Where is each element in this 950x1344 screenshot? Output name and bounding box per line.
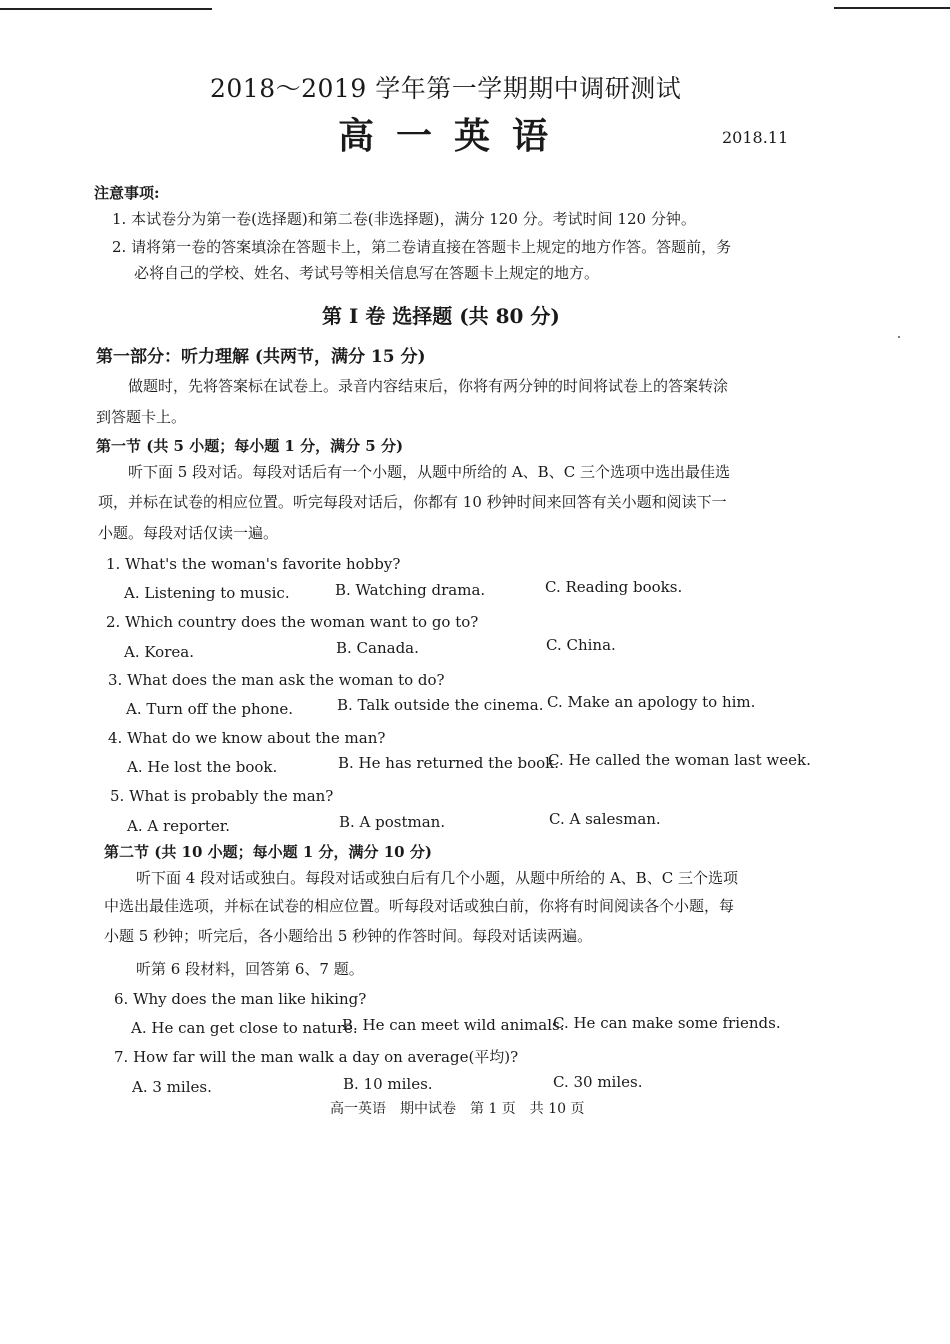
question-5: 5. What is probably the man?: [110, 787, 334, 805]
scan-edge-line-right: [834, 7, 950, 9]
question-6-option-c: C. He can make some friends.: [553, 1014, 781, 1032]
question-6-option-a: A. He can get close to nature.: [131, 1019, 358, 1037]
question-3: 3. What does the man ask the woman to do?: [108, 671, 445, 689]
question-1-option-b: B. Watching drama.: [335, 581, 486, 599]
question-5-option-c: C. A salesman.: [549, 810, 661, 828]
question-1-option-a: A. Listening to music.: [124, 584, 290, 602]
note-item-2: 2. 请将第一卷的答案填涂在答题卡上，第二卷请直接在答题卡上规定的地方作答。答题前，务: [112, 238, 732, 256]
question-3-option-b: B. Talk outside the cinema.: [337, 696, 544, 714]
question-5-option-a: A. A reporter.: [127, 817, 231, 835]
exam-date: 2018.11: [722, 128, 789, 147]
question-3-option-c: C. Make an apology to him.: [547, 693, 756, 711]
section1-intro-line-3: 小题。每段对话仅读一遍。: [98, 524, 279, 542]
question-7-option-c: C. 30 miles.: [553, 1073, 643, 1091]
scan-edge-line-left: [0, 8, 212, 10]
section2-intro-line-1: 听下面 4 段对话或独白。每段对话或独白后有几个小题，从题中所给的 A、B、C 三个选项: [136, 869, 738, 887]
exam-title: 2018～2019 学年第一学期期中调研测试: [210, 74, 682, 103]
part1-intro-line-1: 做题时，先将答案标在试卷上。录音内容结束后，你将有两分钟的时间将试卷上的答案转涂: [128, 377, 729, 395]
question-6: 6. Why does the man like hiking?: [114, 990, 367, 1008]
question-4-option-a: A. He lost the book.: [127, 758, 278, 776]
notes-heading: 注意事项:: [94, 184, 160, 202]
question-2-option-c: C. China.: [546, 636, 616, 654]
question-2-option-b: B. Canada.: [336, 639, 419, 657]
note-item-1: 1. 本试卷分为第一卷(选择题)和第二卷(非选择题)，满分 120 分。考试时间 120 分钟。: [112, 210, 696, 228]
question-5-option-b: B. A postman.: [339, 813, 446, 831]
material-instruction: 听第 6 段材料，回答第 6、7 题。: [136, 960, 364, 978]
section1-heading: 第一节 (共 5 小题；每小题 1 分，满分 5 分): [96, 437, 404, 455]
note-item-2-continued: 必将自己的学校、姓名、考试号等相关信息写在答题卡上规定的地方。: [134, 264, 600, 282]
section1-intro-line-1: 听下面 5 段对话。每段对话后有一个小题，从题中所给的 A、B、C 三个选项中选出最佳选: [128, 463, 730, 481]
question-6-option-b: B. He can meet wild animals.: [342, 1016, 565, 1034]
section1-intro-line-2: 项，并标在试卷的相应位置。听完每段对话后，你都有 10 秒钟时间来回答有关小题和阅读下一: [98, 493, 727, 511]
question-3-option-a: A. Turn off the phone.: [126, 700, 294, 718]
question-7-option-a: A. 3 miles.: [132, 1078, 212, 1096]
part1-intro-line-2: 到答题卡上。: [96, 408, 187, 426]
question-1: 1. What's the woman's favorite hobby?: [106, 555, 401, 573]
volume-heading: 第 I 卷 选择题 (共 80 分): [322, 304, 560, 328]
section2-intro-line-3: 小题 5 秒钟；听完后，各小题给出 5 秒钟的作答时间。每段对话读两遍。: [104, 927, 593, 945]
part1-heading: 第一部分：听力理解 (共两节，满分 15 分): [96, 347, 426, 367]
section2-intro-line-2: 中选出最佳选项，并标在试卷的相应位置。听每段对话或独白前，你将有时间阅读各个小题，每: [104, 897, 735, 915]
question-2: 2. Which country does the woman want to go to?: [106, 613, 479, 631]
question-4: 4. What do we know about the man?: [108, 729, 386, 747]
scan-speck: [898, 336, 900, 338]
section2-heading: 第二节 (共 10 小题；每小题 1 分，满分 10 分): [104, 843, 432, 861]
subject-title: 高一英语: [338, 115, 571, 157]
question-1-option-c: C. Reading books.: [545, 578, 683, 596]
page-footer: 高一英语 期中试卷 第 1 页 共 10 页: [330, 1101, 585, 1117]
question-4-option-c: C. He called the woman last week.: [548, 751, 811, 769]
question-7-option-b: B. 10 miles.: [343, 1075, 433, 1093]
question-2-option-a: A. Korea.: [124, 643, 194, 661]
question-7: 7. How far will the man walk a day on average(平均)?: [114, 1048, 519, 1066]
question-4-option-b: B. He has returned the book.: [338, 754, 560, 772]
